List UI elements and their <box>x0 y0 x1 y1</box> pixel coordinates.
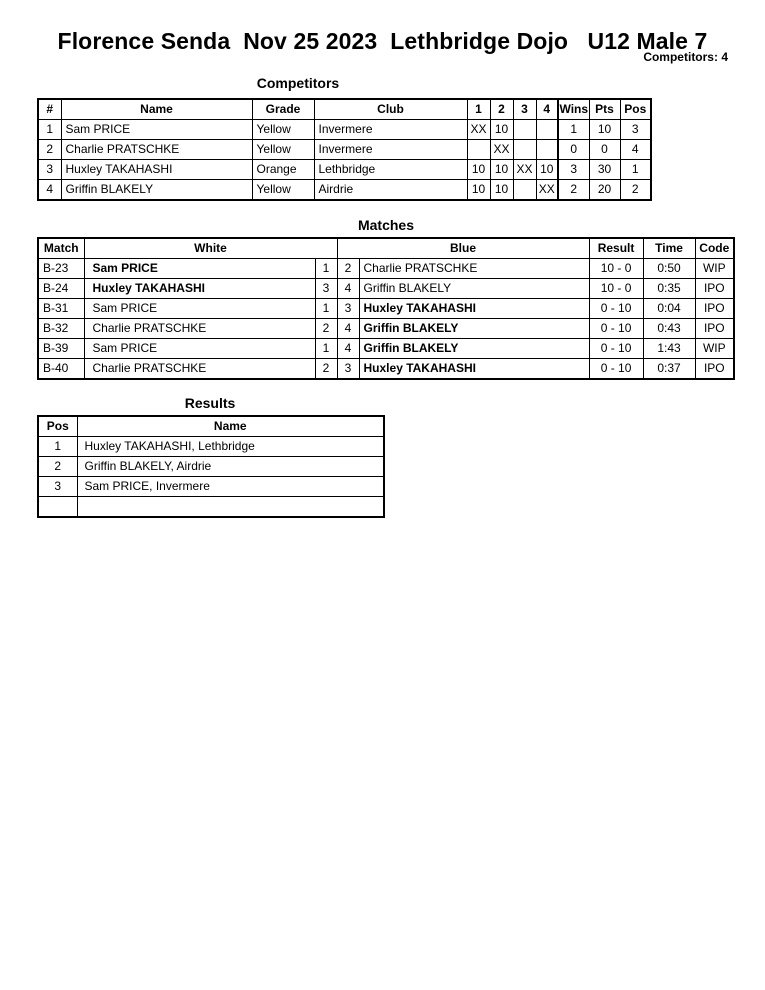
col-name: Name <box>61 99 252 120</box>
col-club: Club <box>314 99 467 120</box>
results-table <box>37 415 385 518</box>
score-vs-3 <box>513 120 536 140</box>
matches-header-row <box>38 238 734 259</box>
competitor-wins: 1 <box>558 120 589 140</box>
blue-number: 2 <box>337 259 359 279</box>
competitor-number: 4 <box>38 180 61 201</box>
competitor-grade: Orange <box>252 160 314 180</box>
white-player: Huxley TAKAHASHI <box>84 279 315 299</box>
match-time: 0:37 <box>643 359 695 380</box>
col-result-pos: Pos <box>38 416 77 437</box>
blue-number: 4 <box>337 319 359 339</box>
white-player: Sam PRICE <box>84 299 315 319</box>
match-id: B-31 <box>38 299 84 319</box>
match-code: IPO <box>695 279 734 299</box>
match-result: 10 - 0 <box>589 279 643 299</box>
table-row <box>38 339 734 359</box>
table-row <box>38 180 651 201</box>
score-vs-1: 10 <box>467 180 490 201</box>
score-vs-3 <box>513 140 536 160</box>
white-number: 1 <box>315 259 337 279</box>
competitor-wins: 2 <box>558 180 589 201</box>
result-pos: 3 <box>38 477 77 497</box>
score-vs-1: 10 <box>467 160 490 180</box>
col-result: Result <box>589 238 643 259</box>
match-time: 0:50 <box>643 259 695 279</box>
competitors-table <box>37 98 652 201</box>
col-vs-3: 3 <box>513 99 536 120</box>
score-vs-4: XX <box>536 180 558 201</box>
match-result: 0 - 10 <box>589 339 643 359</box>
white-number: 3 <box>315 279 337 299</box>
blue-player: Griffin BLAKELY <box>359 319 589 339</box>
blue-player: Charlie PRATSCHKE <box>359 259 589 279</box>
match-result: 10 - 0 <box>589 259 643 279</box>
col-vs-1: 1 <box>467 99 490 120</box>
match-code: WIP <box>695 339 734 359</box>
match-id: B-40 <box>38 359 84 380</box>
score-vs-3: XX <box>513 160 536 180</box>
col-blue: Blue <box>337 238 589 259</box>
blue-player: Griffin BLAKELY <box>359 339 589 359</box>
match-time: 0:43 <box>643 319 695 339</box>
col-wins: Wins <box>558 99 589 120</box>
competitor-number: 3 <box>38 160 61 180</box>
competitor-count: Competitors: 4 <box>643 50 728 64</box>
score-vs-1: XX <box>467 120 490 140</box>
result-name: Sam PRICE, Invermere <box>77 477 384 497</box>
competitor-pos: 3 <box>620 120 651 140</box>
blue-player: Huxley TAKAHASHI <box>359 359 589 380</box>
col-pts: Pts <box>589 99 620 120</box>
competitor-pts: 20 <box>589 180 620 201</box>
match-time: 1:43 <box>643 339 695 359</box>
col-vs-2: 2 <box>490 99 513 120</box>
blue-player: Griffin BLAKELY <box>359 279 589 299</box>
competitor-club: Airdrie <box>314 180 467 201</box>
score-vs-3 <box>513 180 536 201</box>
match-time: 0:04 <box>643 299 695 319</box>
match-result: 0 - 10 <box>589 359 643 380</box>
competitor-grade: Yellow <box>252 140 314 160</box>
match-id: B-24 <box>38 279 84 299</box>
competitor-pts: 0 <box>589 140 620 160</box>
competitor-pts: 30 <box>589 160 620 180</box>
white-number: 1 <box>315 339 337 359</box>
white-number: 1 <box>315 299 337 319</box>
competitor-pos: 2 <box>620 180 651 201</box>
col-pos: Pos <box>620 99 651 120</box>
table-row <box>38 477 384 497</box>
competitor-name: Huxley TAKAHASHI <box>61 160 252 180</box>
table-row <box>38 259 734 279</box>
table-row <box>38 140 651 160</box>
match-id: B-32 <box>38 319 84 339</box>
score-vs-2: 10 <box>490 180 513 201</box>
table-row <box>38 160 651 180</box>
competitors-header-row <box>38 99 651 120</box>
score-vs-1 <box>467 140 490 160</box>
match-id: B-39 <box>38 339 84 359</box>
competitor-club: Lethbridge <box>314 160 467 180</box>
col-number: # <box>38 99 61 120</box>
score-vs-2: 10 <box>490 120 513 140</box>
score-vs-2: XX <box>490 140 513 160</box>
competitor-name: Sam PRICE <box>61 120 252 140</box>
white-number: 2 <box>315 359 337 380</box>
competitor-number: 2 <box>38 140 61 160</box>
match-time: 0:35 <box>643 279 695 299</box>
blue-player: Huxley TAKAHASHI <box>359 299 589 319</box>
col-match: Match <box>38 238 84 259</box>
result-name: Huxley TAKAHASHI, Lethbridge <box>77 437 384 457</box>
blue-number: 3 <box>337 359 359 380</box>
white-player: Sam PRICE <box>84 259 315 279</box>
score-vs-2: 10 <box>490 160 513 180</box>
competitor-name: Charlie PRATSCHKE <box>61 140 252 160</box>
competitor-name: Griffin BLAKELY <box>61 180 252 201</box>
score-vs-4 <box>536 140 558 160</box>
white-number: 2 <box>315 319 337 339</box>
table-row <box>38 299 734 319</box>
table-row <box>38 497 384 518</box>
col-time: Time <box>643 238 695 259</box>
table-row <box>38 319 734 339</box>
col-vs-4: 4 <box>536 99 558 120</box>
match-code: IPO <box>695 319 734 339</box>
competitor-club: Invermere <box>314 140 467 160</box>
col-grade: Grade <box>252 99 314 120</box>
competitor-pos: 1 <box>620 160 651 180</box>
match-code: IPO <box>695 299 734 319</box>
result-pos <box>38 497 77 518</box>
table-row <box>38 279 734 299</box>
col-result-name: Name <box>77 416 384 437</box>
competitor-pts: 10 <box>589 120 620 140</box>
competitor-grade: Yellow <box>252 180 314 201</box>
results-header-row <box>38 416 384 437</box>
matches-table <box>37 237 735 380</box>
blue-number: 4 <box>337 339 359 359</box>
competitor-wins: 3 <box>558 160 589 180</box>
result-name <box>77 497 384 518</box>
result-pos: 2 <box>38 457 77 477</box>
competitor-number: 1 <box>38 120 61 140</box>
result-name: Griffin BLAKELY, Airdrie <box>77 457 384 477</box>
competitor-grade: Yellow <box>252 120 314 140</box>
table-row <box>38 457 384 477</box>
matches-heading: Matches <box>357 217 415 233</box>
table-row <box>38 437 384 457</box>
result-pos: 1 <box>38 437 77 457</box>
match-code: IPO <box>695 359 734 380</box>
score-vs-4: 10 <box>536 160 558 180</box>
results-heading: Results <box>184 395 236 411</box>
match-code: WIP <box>695 259 734 279</box>
competitor-wins: 0 <box>558 140 589 160</box>
table-row <box>38 120 651 140</box>
competitors-heading: Competitors <box>256 75 340 91</box>
competitor-pos: 4 <box>620 140 651 160</box>
white-player: Sam PRICE <box>84 339 315 359</box>
match-result: 0 - 10 <box>589 319 643 339</box>
col-white: White <box>84 238 337 259</box>
competitor-club: Invermere <box>314 120 467 140</box>
blue-number: 3 <box>337 299 359 319</box>
page-title: Florence Senda Nov 25 2023 Lethbridge Dojo U12 Male 7 <box>57 28 708 54</box>
match-id: B-23 <box>38 259 84 279</box>
white-player: Charlie PRATSCHKE <box>84 359 315 380</box>
blue-number: 4 <box>337 279 359 299</box>
match-result: 0 - 10 <box>589 299 643 319</box>
white-player: Charlie PRATSCHKE <box>84 319 315 339</box>
col-code: Code <box>695 238 734 259</box>
score-vs-4 <box>536 120 558 140</box>
table-row <box>38 359 734 380</box>
